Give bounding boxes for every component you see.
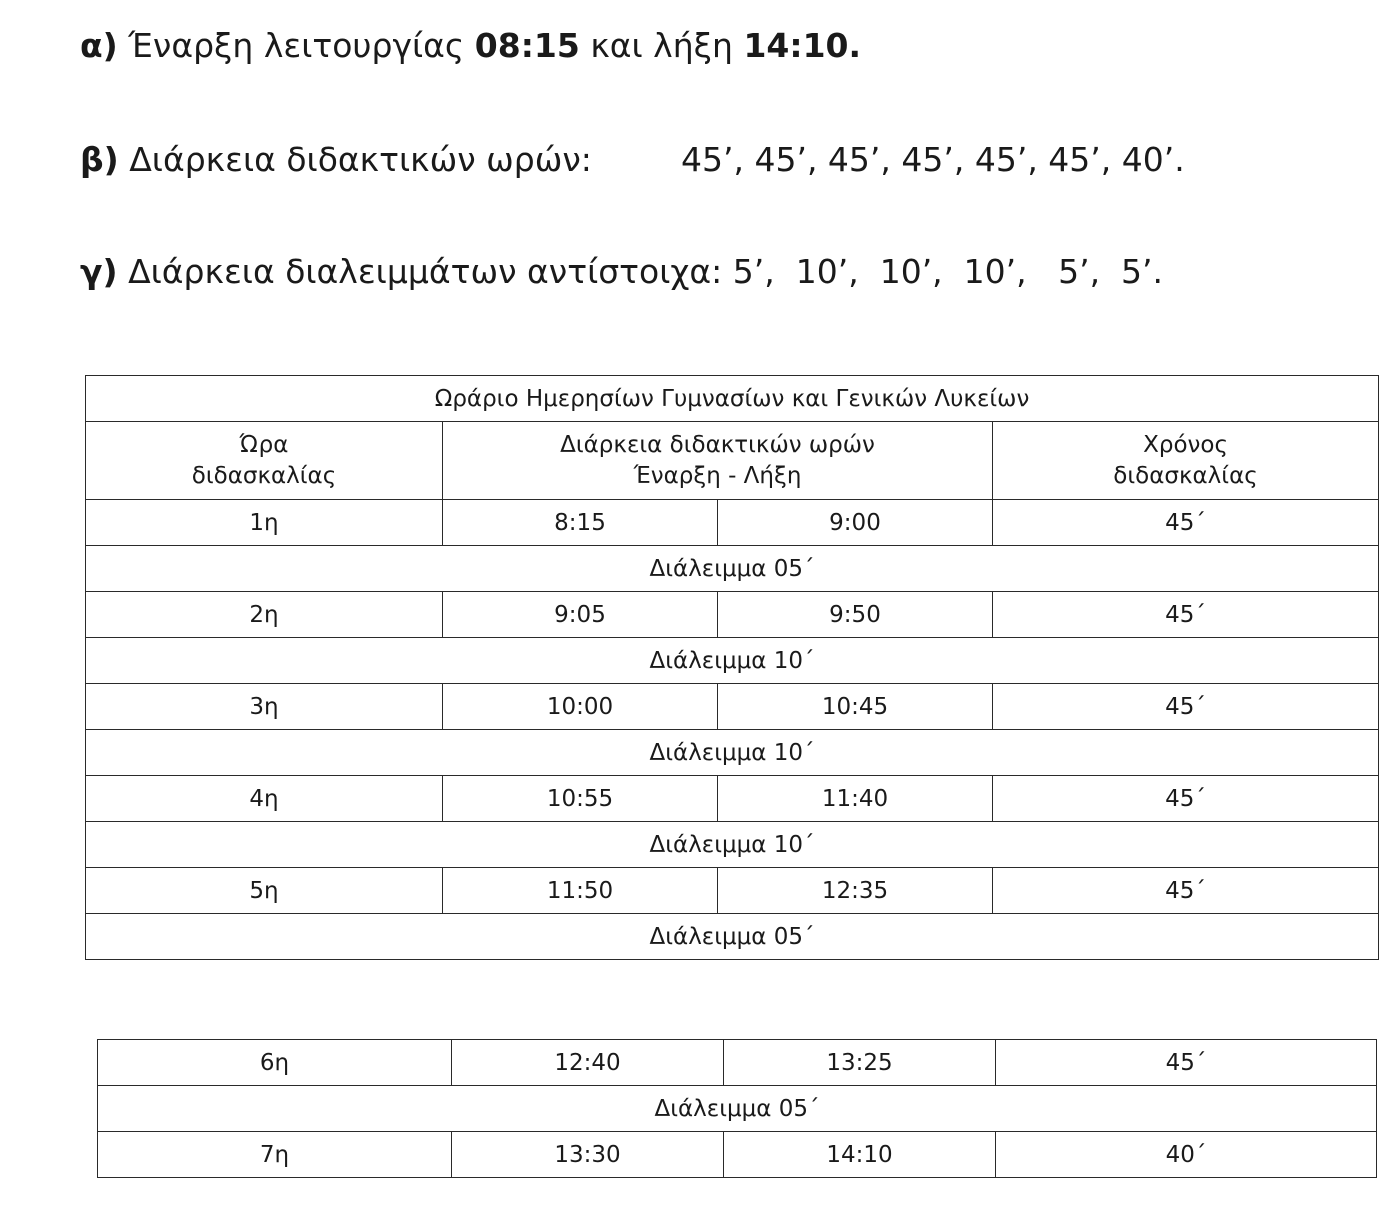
end-time-cell: 13:25 xyxy=(724,1040,996,1086)
duration-cell: 45΄ xyxy=(993,868,1379,914)
header-time-line1: Χρόνος xyxy=(1143,431,1228,458)
intro-b-label: β) xyxy=(80,140,119,179)
break-label: Διάλειμμα 05΄ xyxy=(98,1086,1377,1132)
period-cell: 4η xyxy=(86,776,443,822)
header-duration xyxy=(443,422,993,500)
break-label: Διάλειμμα 05΄ xyxy=(86,546,1379,592)
schedule-table xyxy=(85,375,1379,960)
header-time-line2: διδασκαλίας xyxy=(1113,462,1258,489)
header-period-line1: Ώρα xyxy=(239,431,289,458)
break-label: Διάλειμμα 10΄ xyxy=(86,822,1379,868)
table-row xyxy=(86,684,1379,730)
break-label: Διάλειμμα 10΄ xyxy=(86,730,1379,776)
break-row xyxy=(86,730,1379,776)
break-row xyxy=(86,822,1379,868)
intro-a-start: 08:15 xyxy=(474,26,580,65)
break-row xyxy=(86,546,1379,592)
header-period xyxy=(86,422,443,500)
duration-cell: 45΄ xyxy=(993,500,1379,546)
period-cell: 7η xyxy=(98,1132,452,1178)
period-cell: 1η xyxy=(86,500,443,546)
intro-line-b xyxy=(80,140,1185,179)
period-cell: 2η xyxy=(86,592,443,638)
start-time-cell: 10:00 xyxy=(443,684,718,730)
end-time-cell: 9:00 xyxy=(718,500,993,546)
table-row xyxy=(98,1132,1377,1178)
intro-b-values: 45’, 45’, 45’, 45’, 45’, 45’, 40’. xyxy=(681,140,1185,179)
intro-a-end: 14:10. xyxy=(743,26,862,65)
header-duration-line2: Έναρξη - Λήξη xyxy=(633,462,802,489)
break-row xyxy=(86,914,1379,960)
header-period-line2: διδασκαλίας xyxy=(191,462,337,489)
end-time-cell: 10:45 xyxy=(718,684,993,730)
intro-line-c xyxy=(80,252,1163,291)
table-row xyxy=(98,1040,1377,1086)
end-time-cell: 14:10 xyxy=(724,1132,996,1178)
cut-off-text xyxy=(118,1178,126,1206)
start-time-cell: 10:55 xyxy=(443,776,718,822)
start-time-cell: 12:40 xyxy=(452,1040,724,1086)
intro-c-text: Διάρκεια διαλειμμάτων αντίστοιχα: 5’, 10’, 10’, 10’, 5’, 5’. xyxy=(128,252,1164,291)
end-time-cell: 11:40 xyxy=(718,776,993,822)
table-row xyxy=(86,500,1379,546)
intro-b-text: Διάρκεια διδακτικών ωρών: xyxy=(129,140,592,179)
start-time-cell: 13:30 xyxy=(452,1132,724,1178)
table-row xyxy=(86,592,1379,638)
start-time-cell: 11:50 xyxy=(443,868,718,914)
duration-cell: 45΄ xyxy=(993,592,1379,638)
duration-cell: 45΄ xyxy=(996,1040,1377,1086)
duration-cell: 40΄ xyxy=(996,1132,1377,1178)
intro-line-a xyxy=(80,26,861,65)
break-row xyxy=(86,638,1379,684)
end-time-cell: 12:35 xyxy=(718,868,993,914)
duration-cell: 45΄ xyxy=(993,684,1379,730)
table-row xyxy=(86,776,1379,822)
header-duration-line1: Διάρκεια διδακτικών ωρών xyxy=(560,431,875,458)
intro-a-text1: Έναρξη λειτουργίας xyxy=(128,26,465,65)
period-cell: 5η xyxy=(86,868,443,914)
intro-a-text2: και λήξη xyxy=(590,26,733,65)
start-time-cell: 9:05 xyxy=(443,592,718,638)
end-time-cell: 9:50 xyxy=(718,592,993,638)
table-title: Ωράριο Ημερησίων Γυμνασίων και Γενικών Λυκείων xyxy=(86,376,1379,422)
break-label: Διάλειμμα 10΄ xyxy=(86,638,1379,684)
intro-c-label: γ) xyxy=(80,252,118,291)
period-cell: 3η xyxy=(86,684,443,730)
period-cell: 6η xyxy=(98,1040,452,1086)
break-row xyxy=(98,1086,1377,1132)
header-time xyxy=(993,422,1379,500)
table-row xyxy=(86,868,1379,914)
duration-cell: 45΄ xyxy=(993,776,1379,822)
intro-a-label: α) xyxy=(80,26,118,65)
start-time-cell: 8:15 xyxy=(443,500,718,546)
schedule-table-continuation xyxy=(97,1039,1377,1178)
break-label: Διάλειμμα 05΄ xyxy=(86,914,1379,960)
